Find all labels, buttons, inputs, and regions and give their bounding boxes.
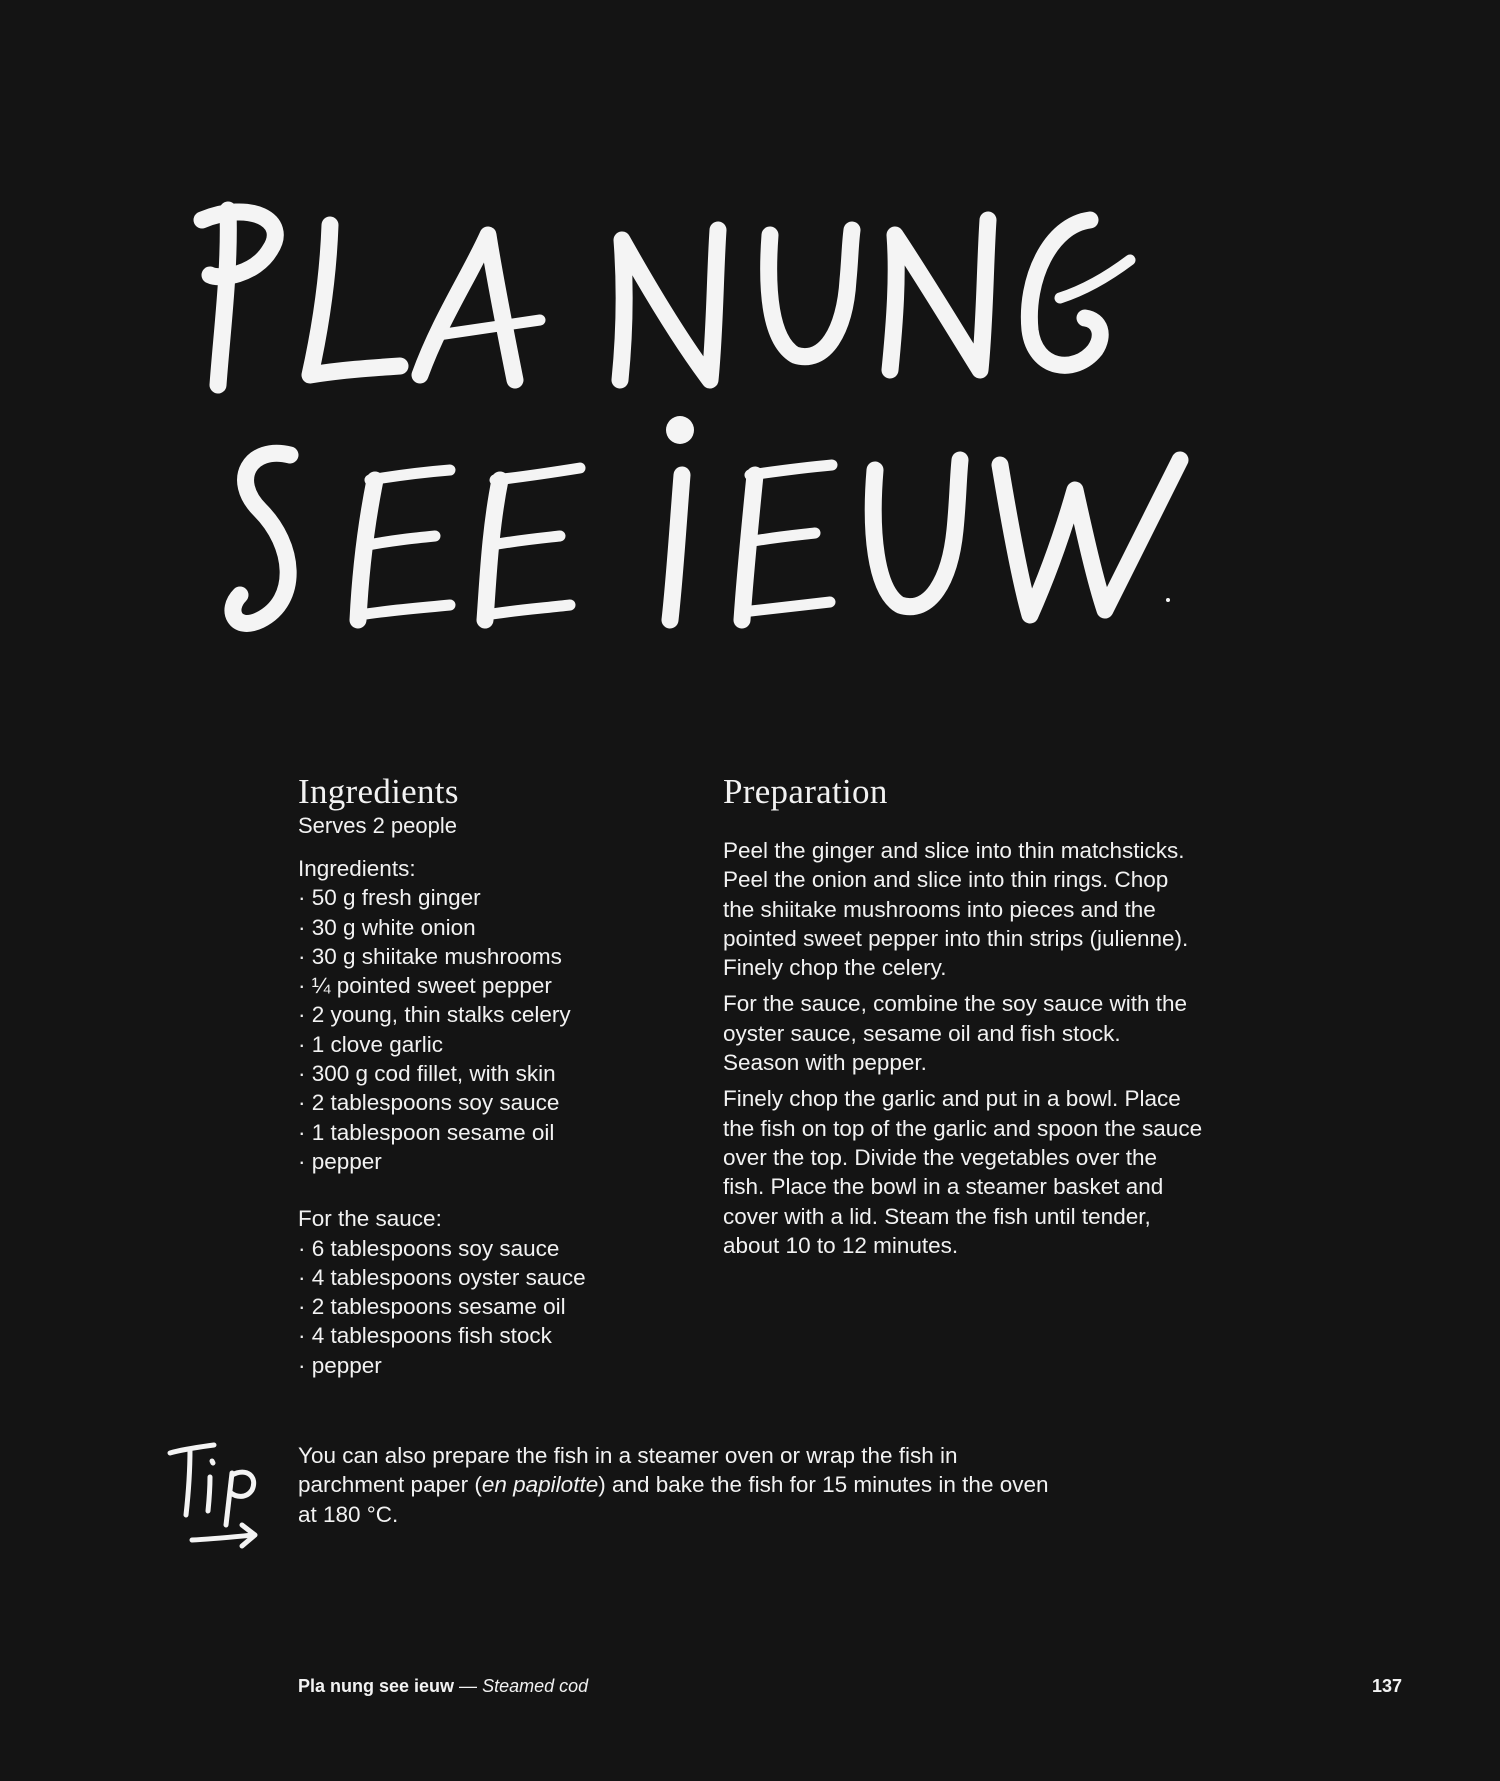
preparation-heading: Preparation <box>723 772 888 811</box>
list-item: · 30 g shiitake mushrooms <box>298 943 562 969</box>
list-item: · 2 tablespoons soy sauce <box>298 1090 560 1116</box>
footer-subtitle: Steamed cod <box>482 1676 589 1696</box>
list-item: · 300 g cod fillet, with skin <box>298 1061 556 1087</box>
footer-recipe-title: Pla nung see ieuw <box>298 1676 455 1696</box>
list-item: · 6 tablespoons soy sauce <box>298 1235 560 1261</box>
sauce-ingredients <box>298 1204 698 1380</box>
serves-text: Serves 2 people <box>298 813 457 838</box>
sauce-ingredients-label: For the sauce: <box>298 1206 442 1232</box>
footer-separator: — <box>454 1676 483 1696</box>
list-item: · 2 young, thin stalks celery <box>298 1002 571 1028</box>
list-item: · 30 g white onion <box>298 914 476 940</box>
page-number: 137 <box>1372 1676 1403 1696</box>
preparation-column <box>723 772 1203 1267</box>
ingredients-heading: Ingredients <box>298 772 459 811</box>
main-ingredients-label: Ingredients: <box>298 856 416 881</box>
ingredients-column <box>298 772 698 1380</box>
tip-text-part: You can also prepare the fish in a steamer oven or wrap the fish in parchment paper ( <box>298 1443 958 1498</box>
list-item: · 1 clove garlic <box>298 1031 444 1057</box>
tip-text <box>298 1441 1058 1529</box>
list-item: · 2 tablespoons sesame oil <box>298 1294 566 1320</box>
list-item: · 1 tablespoon sesame oil <box>298 1119 555 1145</box>
preparation-paragraph: Peel the ginger and slice into thin matchsticks. Peel the onion and slice into thin rings. Chop the shiitake mushrooms into pieces and the pointed sweet pepper into thin strips (julienne). Finely chop the celery. <box>723 838 1189 981</box>
preparation-paragraph: For the sauce, combine the soy sauce with the oyster sauce, sesame oil and fish stock. Season with pepper. <box>723 991 1187 1076</box>
preparation-text <box>723 836 1203 1260</box>
list-item: · pepper <box>298 1352 382 1378</box>
list-item: · pepper <box>298 1148 382 1174</box>
hand-lettered-title <box>170 180 1330 720</box>
preparation-paragraph: Finely chop the garlic and put in a bowl. Place the fish on top of the garlic and spoon the sauce over the top. Divide the vegetables over the fish. Place the bowl in a steamer basket and cover with a lid. Steam the fish until tender, about 10 to 12 minutes. <box>723 1086 1203 1258</box>
tip-lettering-arrow-icon <box>162 1435 272 1550</box>
running-footer <box>298 1674 588 1698</box>
list-item: · 50 g fresh ginger <box>298 885 481 911</box>
list-item: · 4 tablespoons oyster sauce <box>298 1264 586 1290</box>
main-ingredients-list <box>298 883 698 1176</box>
list-item: · 4 tablespoons fish stock <box>298 1323 552 1349</box>
tip-text-italic: en papilotte <box>481 1472 599 1498</box>
tip-text-part: ) and bake the fish for 15 minutes in the oven at 180 °C. <box>298 1472 1049 1527</box>
sauce-ingredients-list <box>298 1234 698 1380</box>
list-item: · ¼ pointed sweet pepper <box>298 973 552 999</box>
